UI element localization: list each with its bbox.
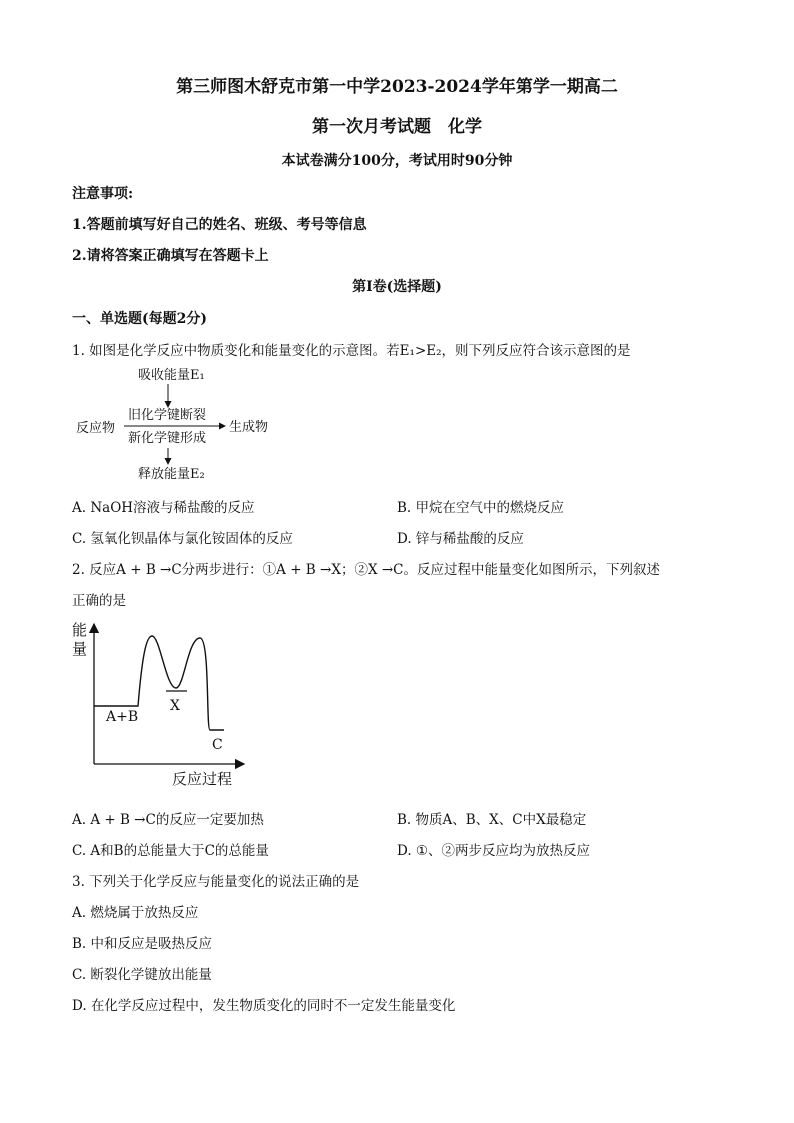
intermediate-label: X (170, 698, 180, 714)
product-label: 生成物 (229, 420, 269, 435)
notes-item-1: 1.答题前填写好自己的姓名、班级、考号等信息 (72, 217, 367, 233)
question-1-option-a: A. NaOH溶液与稀盐酸的反应 (72, 500, 255, 516)
question-1-option-b: B. 甲烷在空气中的燃烧反应 (397, 500, 565, 516)
question-2-option-c: C. A和B的总能量大于C的总能量 (72, 843, 269, 859)
energy-change-schematic (72, 362, 312, 486)
break-bonds-label: 旧化学键断裂 (128, 408, 207, 423)
question-3-stem: 3. 下列关于化学反应与能量变化的说法正确的是 (72, 874, 360, 890)
exam-subtitle: 本试卷满分100分，考试用时90分钟 (281, 153, 513, 169)
question-2-option-d: D. ①、②两步反应均为放热反应 (397, 843, 591, 859)
x-axis-label: 反应过程 (172, 770, 233, 788)
exam-title-line2: 第一次月考试题 化学 (312, 117, 482, 137)
exam-title-line1: 第三师图木舒克市第一中学2023-2024学年第学一期高二 (176, 77, 618, 97)
energy-profile-diagram (70, 618, 250, 790)
y-axis-label-2: 量 (72, 640, 88, 658)
question-2-stem-line2: 正确的是 (72, 593, 126, 609)
question-2-option-b: B. 物质A、B、X、C中X最稳定 (397, 812, 587, 828)
release-energy-label: 释放能量E₂ (138, 467, 205, 482)
question-1-option-c: C. 氢氧化钡晶体与氯化铵固体的反应 (72, 531, 293, 547)
question-3-option-b: B. 中和反应是吸热反应 (72, 936, 213, 952)
question-2-stem-line1: 2. 反应A + B →C分两步进行：①A + B →X；②X →C。反应过程中能量变化如图所示，下列叙述 (72, 562, 660, 578)
form-bonds-label: 新化学键形成 (128, 431, 207, 446)
question-2-option-a: A. A + B →C的反应一定要加热 (72, 812, 264, 828)
reactants-level-label: A+B (106, 709, 139, 725)
section-title: 第Ⅰ卷(选择题) (352, 279, 442, 295)
notes-item-2: 2.请将答案正确填写在答题卡上 (72, 248, 269, 264)
question-1-stem: 1. 如图是化学反应中物质变化和能量变化的示意图。若E₁>E₂，则下列反应符合该示意图的是 (72, 343, 631, 359)
absorb-energy-label: 吸收能量E₁ (138, 368, 205, 383)
question-3-option-a: A. 燃烧属于放热反应 (72, 905, 199, 921)
product-level-label: C (212, 737, 223, 753)
notes-heading: 注意事项: (72, 186, 134, 202)
y-axis-label-1: 能 (72, 621, 88, 639)
part-heading: 一、单选题(每题2分) (72, 311, 207, 327)
question-1-option-d: D. 锌与稀盐酸的反应 (397, 531, 524, 547)
reactant-label: 反应物 (76, 421, 116, 436)
question-3-option-d: D. 在化学反应过程中，发生物质变化的同时不一定发生能量变化 (72, 998, 456, 1014)
question-3-option-c: C. 断裂化学键放出能量 (72, 967, 212, 983)
